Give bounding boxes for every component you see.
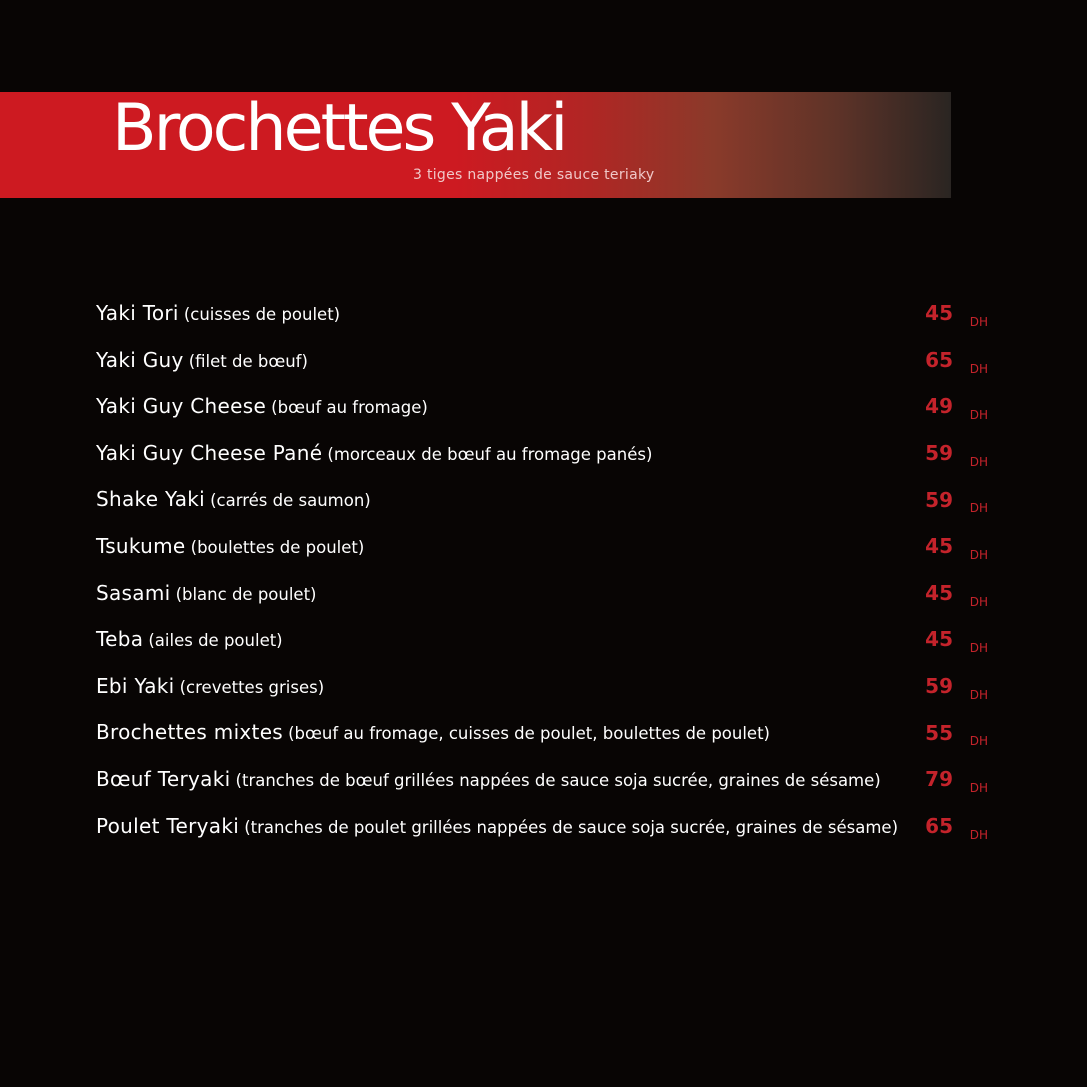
item-name: Yaki Guy Cheese Pané <box>96 440 323 465</box>
item-currency: DH <box>969 361 988 376</box>
item-currency: DH <box>969 827 988 842</box>
item-price: 49 <box>925 394 953 419</box>
item-description: (bœuf au fromage, cuisses de poulet, boulettes de poulet) <box>288 724 770 744</box>
item-description: (morceaux de bœuf au fromage panés) <box>327 444 653 464</box>
item-currency: DH <box>969 641 988 656</box>
item-name: Poulet Teryaki <box>96 813 240 838</box>
menu-item <box>96 383 996 430</box>
item-price: 45 <box>925 627 953 652</box>
item-description: (crevettes grises) <box>179 677 325 697</box>
menu-list <box>96 290 996 849</box>
item-currency: DH <box>969 780 988 795</box>
menu-item <box>96 430 996 477</box>
menu-item <box>96 616 996 663</box>
item-name: Yaki Guy Cheese <box>96 394 267 419</box>
item-price: 45 <box>925 301 953 326</box>
menu-item <box>96 803 996 850</box>
item-description: (carrés de saumon) <box>210 491 371 511</box>
item-name: Sasami <box>96 580 171 605</box>
item-currency: DH <box>969 454 988 469</box>
menu-item <box>96 756 996 803</box>
item-price: 59 <box>925 674 953 699</box>
item-price: 79 <box>925 767 953 792</box>
item-currency: DH <box>969 547 988 562</box>
item-name: Yaki Tori <box>96 301 179 326</box>
item-currency: DH <box>969 594 988 609</box>
menu-item <box>96 709 996 756</box>
menu-item <box>96 337 996 384</box>
item-description: (filet de bœuf) <box>188 351 308 371</box>
menu-item <box>96 663 996 710</box>
menu-item <box>96 290 996 337</box>
item-name: Teba <box>96 627 144 652</box>
item-description: (ailes de poulet) <box>148 631 283 651</box>
item-name: Yaki Guy <box>96 347 184 372</box>
item-name: Ebi Yaki <box>96 673 175 698</box>
page-title: Brochettes Yaki <box>112 91 566 166</box>
item-description: (blanc de poulet) <box>175 584 317 604</box>
menu-item <box>96 476 996 523</box>
item-price: 65 <box>925 813 953 838</box>
item-currency: DH <box>969 687 988 702</box>
item-name: Tsukume <box>96 534 186 559</box>
menu-item <box>96 523 996 570</box>
item-price: 59 <box>925 487 953 512</box>
item-currency: DH <box>969 501 988 516</box>
item-price: 59 <box>925 441 953 466</box>
item-description: (bœuf au fromage) <box>271 398 428 418</box>
item-name: Bœuf Teryaki <box>96 766 231 791</box>
item-currency: DH <box>969 734 988 749</box>
item-price: 65 <box>925 347 953 372</box>
item-currency: DH <box>969 315 988 329</box>
item-description: (tranches de poulet grillées nappées de sauce soja sucrée, graines de sésame) <box>244 817 899 837</box>
item-name: Shake Yaki <box>96 487 206 512</box>
menu-item <box>96 570 996 617</box>
item-price: 55 <box>925 720 953 745</box>
item-price: 45 <box>925 534 953 559</box>
item-price: 45 <box>925 580 953 605</box>
item-name: Brochettes mixtes <box>96 720 284 745</box>
item-description: (boulettes de poulet) <box>190 538 365 558</box>
page-subtitle: 3 tiges nappées de sauce teriaky <box>413 167 655 183</box>
item-currency: DH <box>969 408 988 423</box>
item-description: (tranches de bœuf grillées nappées de sauce soja sucrée, graines de sésame) <box>235 770 881 790</box>
item-description: (cuisses de poulet) <box>183 305 341 325</box>
